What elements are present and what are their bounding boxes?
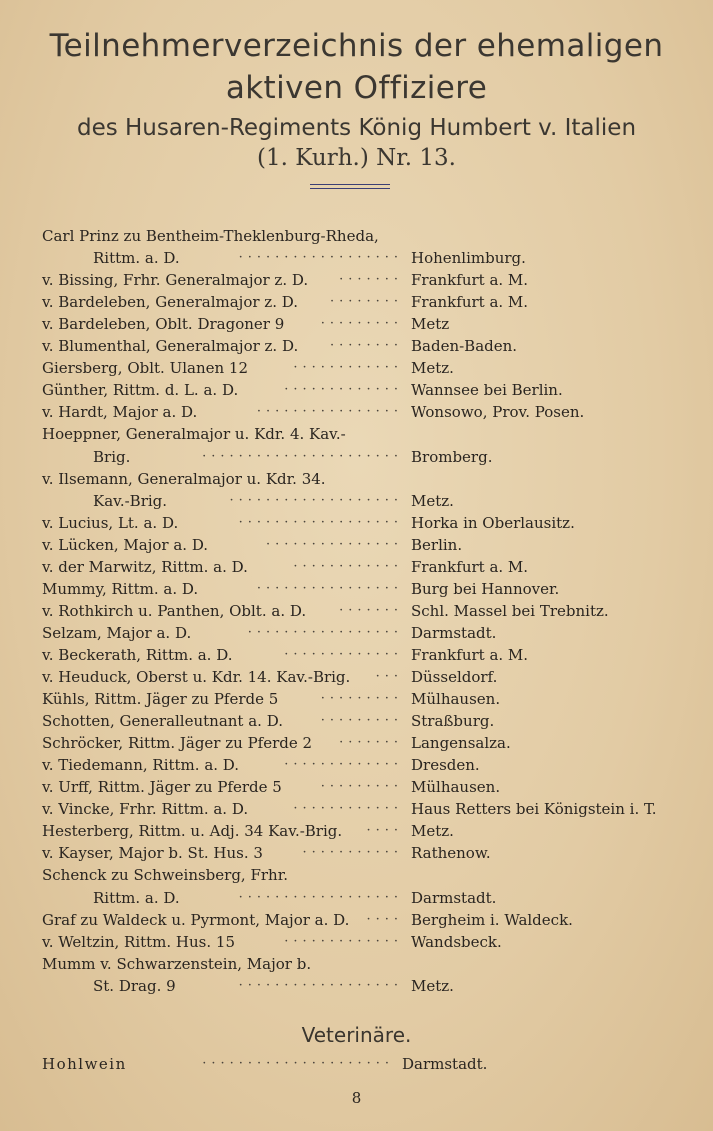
entry-row bbox=[0, 490, 713, 512]
entry-place: Schl. Massel bei Trebnitz. bbox=[411, 602, 609, 620]
leader-dots: ········· bbox=[320, 316, 403, 331]
entry-row bbox=[0, 666, 713, 688]
entry-row bbox=[0, 269, 713, 291]
entry-row bbox=[0, 446, 713, 468]
entry-place: Wandsbeck. bbox=[411, 933, 502, 951]
title-line-2: aktiven Offiziere bbox=[225, 70, 488, 106]
leader-dots: ··············· bbox=[266, 537, 403, 552]
entry-row bbox=[0, 556, 713, 578]
entry-row bbox=[0, 600, 713, 622]
entry-place: Wonsowo, Prov. Posen. bbox=[411, 403, 585, 421]
entry-name: v. Bardeleben, Oblt. Dragoner 9 bbox=[42, 315, 285, 333]
entry-place: Straßburg. bbox=[411, 712, 495, 730]
entry-place: Hohenlimburg. bbox=[411, 249, 526, 267]
entry-name: Kühls, Rittm. Jäger zu Pferde 5 bbox=[42, 690, 279, 708]
leader-dots: ··· bbox=[375, 669, 403, 684]
entry-name: v. Hardt, Major a. D. bbox=[42, 403, 198, 421]
entry-name: Kav.-Brig. bbox=[93, 492, 168, 510]
entry-name: Schenck zu Schweinsberg, Frhr. bbox=[42, 866, 288, 884]
veterinary-row bbox=[0, 1053, 713, 1075]
entry-row bbox=[0, 842, 713, 864]
entry-row bbox=[0, 820, 713, 842]
entry-name: Selzam, Major a. D. bbox=[42, 624, 192, 642]
entry-row bbox=[0, 798, 713, 820]
title-line-1: Teilnehmerverzeichnis der ehemaligen bbox=[49, 28, 664, 64]
entry-row bbox=[0, 644, 713, 666]
leader-dots: ········· bbox=[320, 691, 403, 706]
entry-name: Mummy, Rittm. a. D. bbox=[42, 580, 199, 598]
leader-dots: ············· bbox=[284, 647, 403, 662]
entry-name: Giersberg, Oblt. Ulanen 12 bbox=[42, 359, 249, 377]
leader-dots: ······· bbox=[339, 603, 403, 618]
leader-dots: ············ bbox=[293, 801, 403, 816]
leader-dots: ······· bbox=[339, 272, 403, 287]
entry-row bbox=[0, 710, 713, 732]
leader-dots: ··········· bbox=[302, 845, 403, 860]
entry-place: Darmstadt. bbox=[402, 1055, 488, 1073]
entry-place: Rathenow. bbox=[411, 844, 491, 862]
subtitle-line-2: (1. Kurh.) Nr. 13. bbox=[257, 145, 456, 171]
leader-dots: ·················· bbox=[238, 890, 403, 905]
entry-name: v. Blumenthal, Generalmajor z. D. bbox=[42, 337, 299, 355]
entry-name: v. Urff, Rittm. Jäger zu Pferde 5 bbox=[42, 778, 282, 796]
entry-name: v. Tiedemann, Rittm. a. D. bbox=[42, 756, 240, 774]
leader-dots: ······················ bbox=[202, 449, 403, 464]
leader-dots: ········ bbox=[329, 294, 403, 309]
entry-row bbox=[0, 468, 713, 490]
entry-row bbox=[0, 534, 713, 556]
leader-dots: ············· bbox=[284, 934, 403, 949]
entry-place: Burg bei Hannover. bbox=[411, 580, 560, 598]
entry-place: Frankfurt a. M. bbox=[411, 293, 529, 311]
entry-name: Graf zu Waldeck u. Pyrmont, Major a. D. bbox=[42, 911, 350, 929]
section-title-veterinary: Veterinäre. bbox=[301, 1023, 412, 1047]
entry-row bbox=[0, 423, 713, 445]
entry-place: Metz bbox=[411, 315, 450, 333]
entry-name: v. Lücken, Major a. D. bbox=[42, 536, 209, 554]
entry-row bbox=[0, 688, 713, 710]
entry-name: v. der Marwitz, Rittm. a. D. bbox=[42, 558, 248, 576]
entry-place: Metz. bbox=[411, 977, 454, 995]
leader-dots: ················ bbox=[256, 404, 403, 419]
entry-row bbox=[0, 313, 713, 335]
entry-row bbox=[0, 578, 713, 600]
entry-row bbox=[0, 512, 713, 534]
title-divider bbox=[310, 184, 390, 185]
entry-place: Wannsee bei Berlin. bbox=[411, 381, 563, 399]
leader-dots: ···· bbox=[366, 823, 403, 838]
leader-dots: ······· bbox=[339, 735, 403, 750]
leader-dots: ····················· bbox=[202, 1056, 394, 1071]
leader-dots: ··················· bbox=[229, 493, 403, 508]
entry-row bbox=[0, 291, 713, 313]
leader-dots: ········ bbox=[329, 338, 403, 353]
entry-place: Dresden. bbox=[411, 756, 480, 774]
entry-row bbox=[0, 776, 713, 798]
entry-name: v. Rothkirch u. Panthen, Oblt. a. D. bbox=[42, 602, 307, 620]
entry-row bbox=[0, 754, 713, 776]
entry-place: Berlin. bbox=[411, 536, 463, 554]
entry-name: v. Heuduck, Oberst u. Kdr. 14. Kav.-Brig. bbox=[42, 668, 351, 686]
subtitle-line-1: des Husaren-Regiments König Humbert v. Italien bbox=[76, 115, 637, 141]
leader-dots: ············ bbox=[293, 360, 403, 375]
entry-place: Horka in Oberlausitz. bbox=[411, 514, 575, 532]
entry-place: Frankfurt a. M. bbox=[411, 558, 529, 576]
entry-name: Mumm v. Schwarzenstein, Major b. bbox=[42, 955, 312, 973]
leader-dots: ················ bbox=[256, 581, 403, 596]
entry-place: Metz. bbox=[411, 822, 454, 840]
leader-dots: ·················· bbox=[238, 250, 403, 265]
entry-row bbox=[0, 357, 713, 379]
entry-row bbox=[0, 247, 713, 269]
entry-place: Frankfurt a. M. bbox=[411, 646, 529, 664]
entry-place: Baden-Baden. bbox=[411, 337, 518, 355]
entry-name: Schröcker, Rittm. Jäger zu Pferde 2 bbox=[42, 734, 313, 752]
page-number: 8 bbox=[351, 1089, 362, 1107]
entry-place: Frankfurt a. M. bbox=[411, 271, 529, 289]
entry-name: v. Kayser, Major b. St. Hus. 3 bbox=[42, 844, 263, 862]
entry-place: Haus Retters bei Königstein i. T. bbox=[411, 800, 657, 818]
leader-dots: ················· bbox=[247, 625, 403, 640]
leader-dots: ············ bbox=[293, 559, 403, 574]
entry-row bbox=[0, 732, 713, 754]
entry-name: Hoeppner, Generalmajor u. Kdr. 4. Kav.- bbox=[42, 425, 346, 443]
entry-place: Metz. bbox=[411, 359, 454, 377]
entry-name: v. Lucius, Lt. a. D. bbox=[42, 514, 179, 532]
entry-name: v. Vincke, Frhr. Rittm. a. D. bbox=[42, 800, 249, 818]
leader-dots: ············· bbox=[284, 382, 403, 397]
entry-row bbox=[0, 909, 713, 931]
leader-dots: ········· bbox=[320, 713, 403, 728]
entry-place: Metz. bbox=[411, 492, 454, 510]
entry-row bbox=[0, 931, 713, 953]
entry-place: Mülhausen. bbox=[411, 690, 501, 708]
entry-name: v. Bardeleben, Generalmajor z. D. bbox=[42, 293, 298, 311]
entry-row bbox=[0, 401, 713, 423]
leader-dots: ···· bbox=[366, 912, 403, 927]
entry-name: Hesterberg, Rittm. u. Adj. 34 Kav.-Brig. bbox=[42, 822, 343, 840]
entry-row bbox=[0, 225, 713, 247]
leader-dots: ·················· bbox=[238, 978, 403, 993]
entry-place: Düsseldorf. bbox=[411, 668, 498, 686]
title-divider bbox=[310, 188, 390, 189]
entry-name: Rittm. a. D. bbox=[93, 889, 180, 907]
entry-row bbox=[0, 379, 713, 401]
entry-row bbox=[0, 975, 713, 997]
entry-place: Mülhausen. bbox=[411, 778, 501, 796]
entry-place: Darmstadt. bbox=[411, 624, 497, 642]
entry-name: Rittm. a. D. bbox=[93, 249, 180, 267]
entry-name: v. Beckerath, Rittm. a. D. bbox=[42, 646, 233, 664]
entry-row bbox=[0, 953, 713, 975]
entry-name: Hohlwein bbox=[42, 1055, 127, 1073]
entry-row bbox=[0, 622, 713, 644]
entry-row bbox=[0, 864, 713, 886]
entry-place: Bromberg. bbox=[411, 448, 493, 466]
entry-name: Schotten, Generalleutnant a. D. bbox=[42, 712, 283, 730]
leader-dots: ············· bbox=[284, 757, 403, 772]
entry-row bbox=[0, 335, 713, 357]
entry-name: v. Bissing, Frhr. Generalmajor z. D. bbox=[42, 271, 309, 289]
entry-place: Darmstadt. bbox=[411, 889, 497, 907]
leader-dots: ·················· bbox=[238, 515, 403, 530]
entry-place: Langensalza. bbox=[411, 734, 511, 752]
entry-place: Bergheim i. Waldeck. bbox=[411, 911, 573, 929]
entry-row bbox=[0, 887, 713, 909]
entry-name: Carl Prinz zu Bentheim-Theklenburg-Rheda, bbox=[42, 227, 379, 245]
leader-dots: ········· bbox=[320, 779, 403, 794]
entry-name: St. Drag. 9 bbox=[93, 977, 176, 995]
entry-name: v. Weltzin, Rittm. Hus. 15 bbox=[42, 933, 235, 951]
entry-name: Brig. bbox=[93, 448, 131, 466]
entry-name: v. Ilsemann, Generalmajor u. Kdr. 34. bbox=[42, 470, 326, 488]
entry-name: Günther, Rittm. d. L. a. D. bbox=[42, 381, 239, 399]
